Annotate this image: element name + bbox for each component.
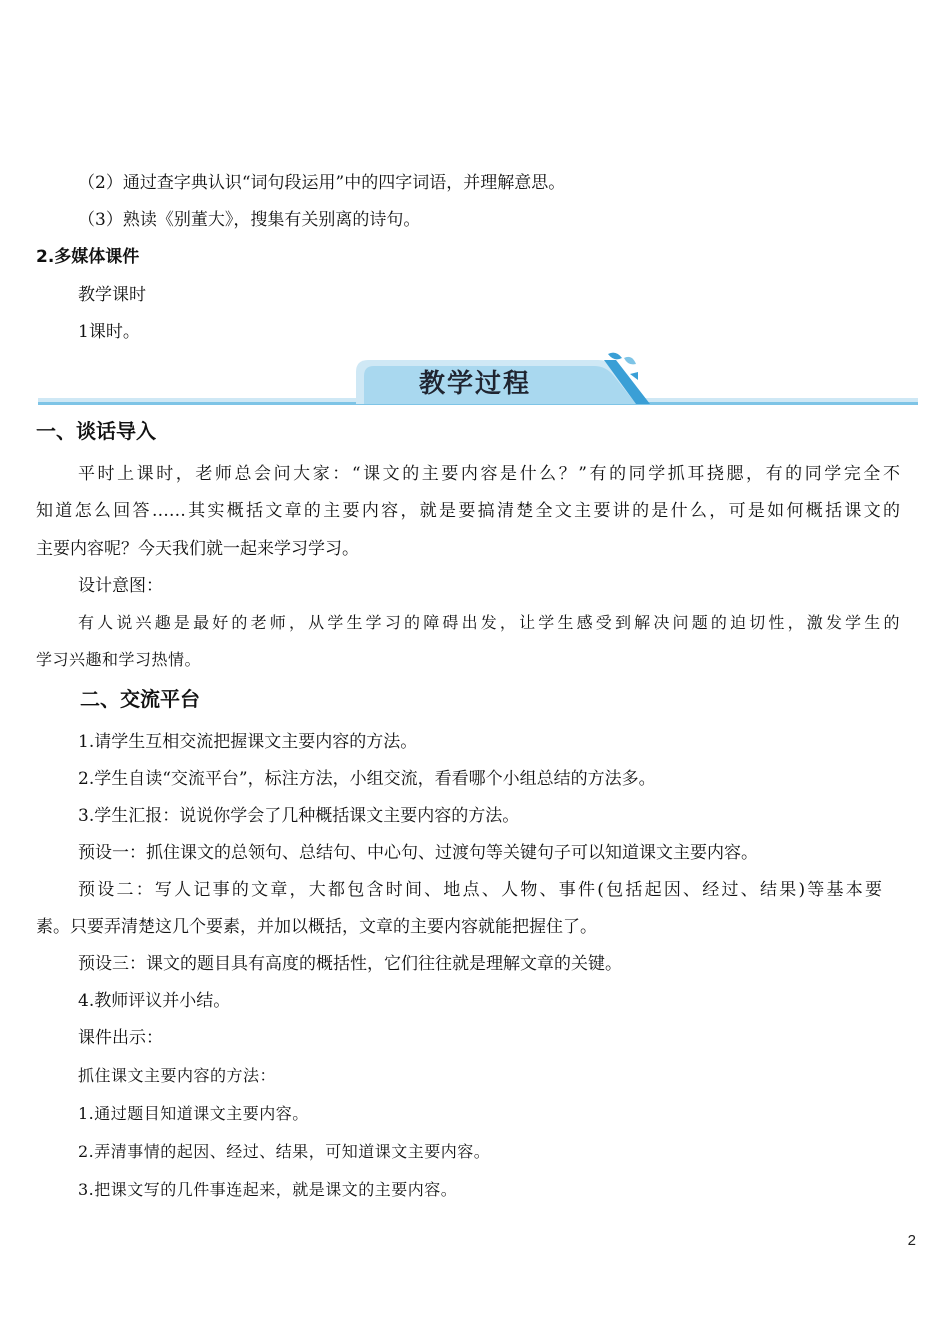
leaf-icon: [608, 353, 622, 360]
step-2: 2.学生自读“交流平台”，标注方法，小组交流，看看哪个小组总结的方法多。: [78, 769, 656, 789]
preset-1: 预设一：抓住课文的总领句、总结句、中心句、过渡句等关键句子可以知道课文主要内容。: [78, 843, 758, 863]
step-1: 1.请学生互相交流把握课文主要内容的方法。: [78, 732, 418, 752]
method-2: 2.弄清事情的起因、经过、结果，可知道课文主要内容。: [78, 1142, 491, 1161]
multimedia-heading: 2.多媒体课件: [36, 247, 140, 267]
banner-title: 教学过程: [418, 369, 531, 399]
section1-para-line: 知道怎么回答……其实概括文章的主要内容，就是要搞清楚全文主要讲的是什么，可是如何概括课文的: [36, 501, 900, 521]
method-3: 3.把课文写的几件事连起来，就是课文的主要内容。: [78, 1180, 458, 1199]
methods-title: 抓住课文主要内容的方法：: [78, 1066, 277, 1085]
page-number: 2: [907, 1232, 916, 1249]
courseware-label: 课件出示：: [78, 1028, 163, 1048]
design-intent-label: 设计意图：: [78, 576, 163, 596]
prep-item-2: （2）通过查字典认识“词句段运用”中的四字词语，并理解意思。: [78, 173, 566, 193]
prep-item-3: （3）熟读《别董大》，搜集有关别离的诗句。: [78, 210, 421, 230]
design-intent-line: 学习兴趣和学习热情。: [36, 650, 202, 669]
period-value: 1课时。: [78, 322, 140, 342]
section2-heading: 二、交流平台: [80, 687, 200, 711]
section1-para-line: 主要内容呢？今天我们就一起来学习学习。: [36, 539, 359, 559]
step-4: 4.教师评议并小结。: [78, 991, 231, 1011]
step-3: 3.学生汇报：说说你学会了几种概括课文主要内容的方法。: [78, 806, 520, 826]
design-intent-line: 有人说兴趣是最好的老师，从学生学习的障碍出发，让学生感受到解决问题的迫切性，激发学生的: [78, 613, 900, 632]
section1-heading: 一、谈话导入: [36, 419, 156, 443]
method-1: 1.通过题目知道课文主要内容。: [78, 1104, 309, 1123]
preset-2-line: 预设二：写人记事的文章，大都包含时间、地点、人物、事件(包括起因、经过、结果)等基本要: [78, 880, 882, 900]
preset-2-line: 素。只要弄清楚这几个要素，并加以概括，文章的主要内容就能把握住了。: [36, 917, 597, 937]
period-label: 教学课时: [78, 285, 146, 305]
section1-para-line: 平时上课时，老师总会问大家：“课文的主要内容是什么？”有的同学抓耳挠腮，有的同学完全不: [78, 464, 900, 484]
preset-3: 预设三：课文的题目具有高度的概括性，它们往往就是理解文章的关键。: [78, 954, 622, 974]
